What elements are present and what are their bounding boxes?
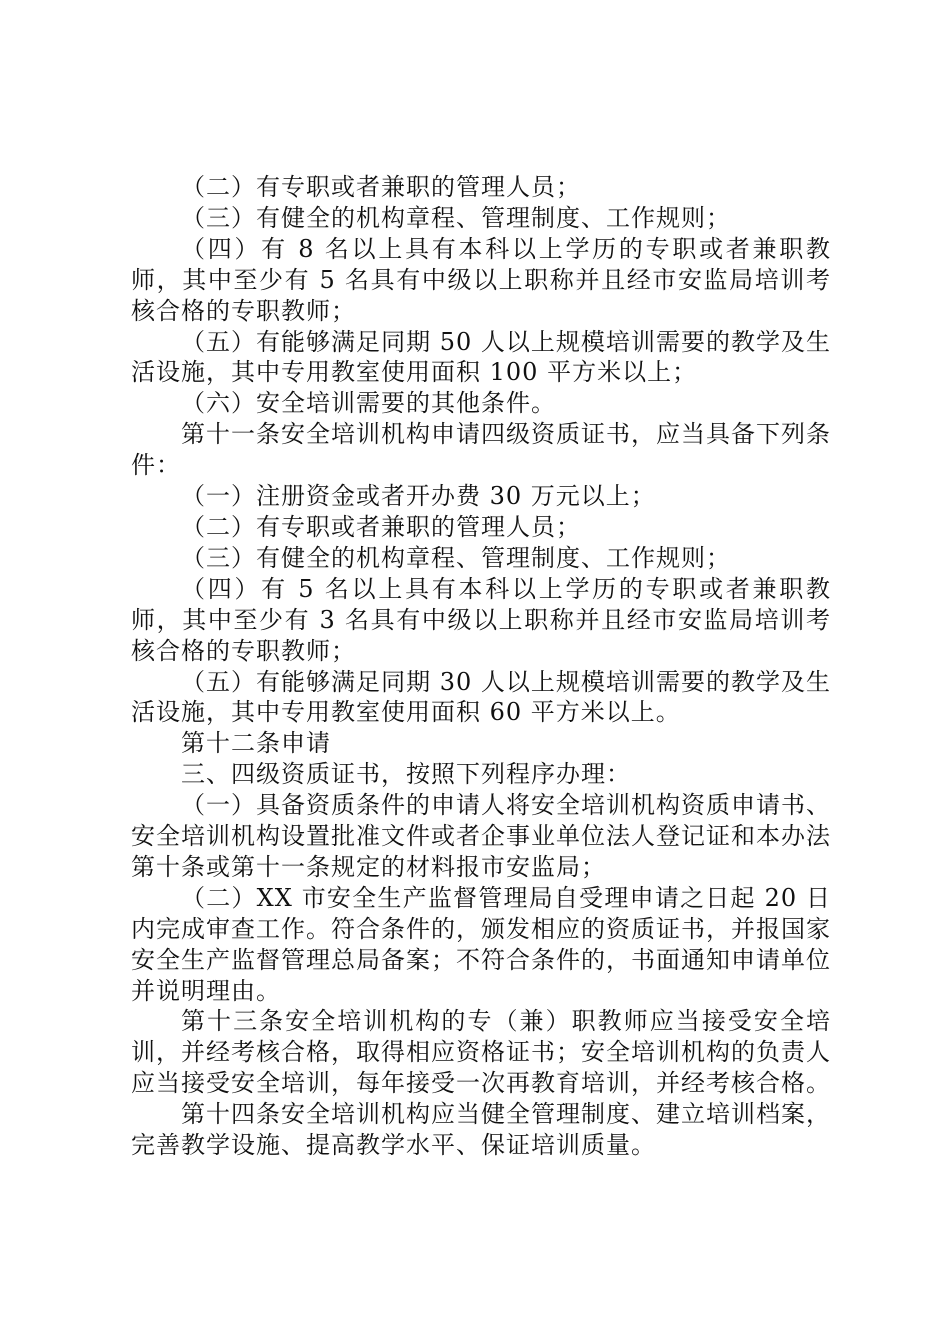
- article-13-paragraph: 第十三条安全培训机构的专（兼）职教师应当接受安全培训，并经考核合格，取得相应资格证书；安全培训机构的负责人应当接受安全培训，每年接受一次再教育培训，并经考核合格。: [131, 1007, 831, 1098]
- article-12-item-2: （二）XX 市安全生产监督管理局自受理申请之日起 20 日内完成审查工作。符合条件的，颁发相应的资质证书，并报国家安全生产监督管理总局备案；不符合条件的，书面通知申请单位并说明理由。: [131, 883, 831, 1005]
- article-14-paragraph: 第十四条安全培训机构应当健全管理制度、建立培训档案，完善教学设施、提高教学水平、保证培训质量。: [131, 1100, 831, 1160]
- paragraph-item-6: （六）安全培训需要的其他条件。: [181, 389, 556, 418]
- article-12-item-1: （一）具备资质条件的申请人将安全培训机构资质申请书、安全培训机构设置批准文件或者企事业单位法人登记证和本办法第十条或第十一条规定的材料报市安监局；: [131, 791, 831, 881]
- article-11-item-2: （二）有专职或者兼职的管理人员；: [181, 512, 581, 541]
- paragraph-item-4: （四）有 8 名以上具有本科以上学历的专职或者兼职教师，其中至少有 5 名具有中级以上职称并且经市安监局培训考核合格的专职教师；: [131, 234, 831, 325]
- paragraph-item-2: （二）有专职或者兼职的管理人员；: [181, 173, 581, 201]
- paragraph-item-5: （五）有能够满足同期 50 人以上规模培训需要的教学及生活设施，其中专用教室使用面积 100 平方米以上；: [131, 327, 831, 387]
- article-11-item-3: （三）有健全的机构章程、管理制度、工作规则；: [181, 543, 731, 572]
- article-11-item-1: （一）注册资金或者开办费 30 万元以上；: [181, 482, 656, 511]
- paragraph-item-3: （三）有健全的机构章程、管理制度、工作规则；: [181, 203, 731, 232]
- article-12-heading: 第十二条申请: [181, 729, 331, 758]
- article-11-item-5: （五）有能够满足同期 30 人以上规模培训需要的教学及生活设施，其中专用教室使用面积 60 平方米以上。: [131, 667, 831, 727]
- article-11-heading: 第十一条安全培训机构申请四级资质证书，应当具备下列条件：: [131, 420, 831, 480]
- document-body: [131, 172, 831, 1161]
- article-11-item-4: （四）有 5 名以上具有本科以上学历的专职或者兼职教师，其中至少有 3 名具有中级以上职称并且经市安监局培训考核合格的专职教师；: [131, 574, 831, 665]
- article-12-subheading: 三、四级资质证书，按照下列程序办理：: [181, 760, 631, 789]
